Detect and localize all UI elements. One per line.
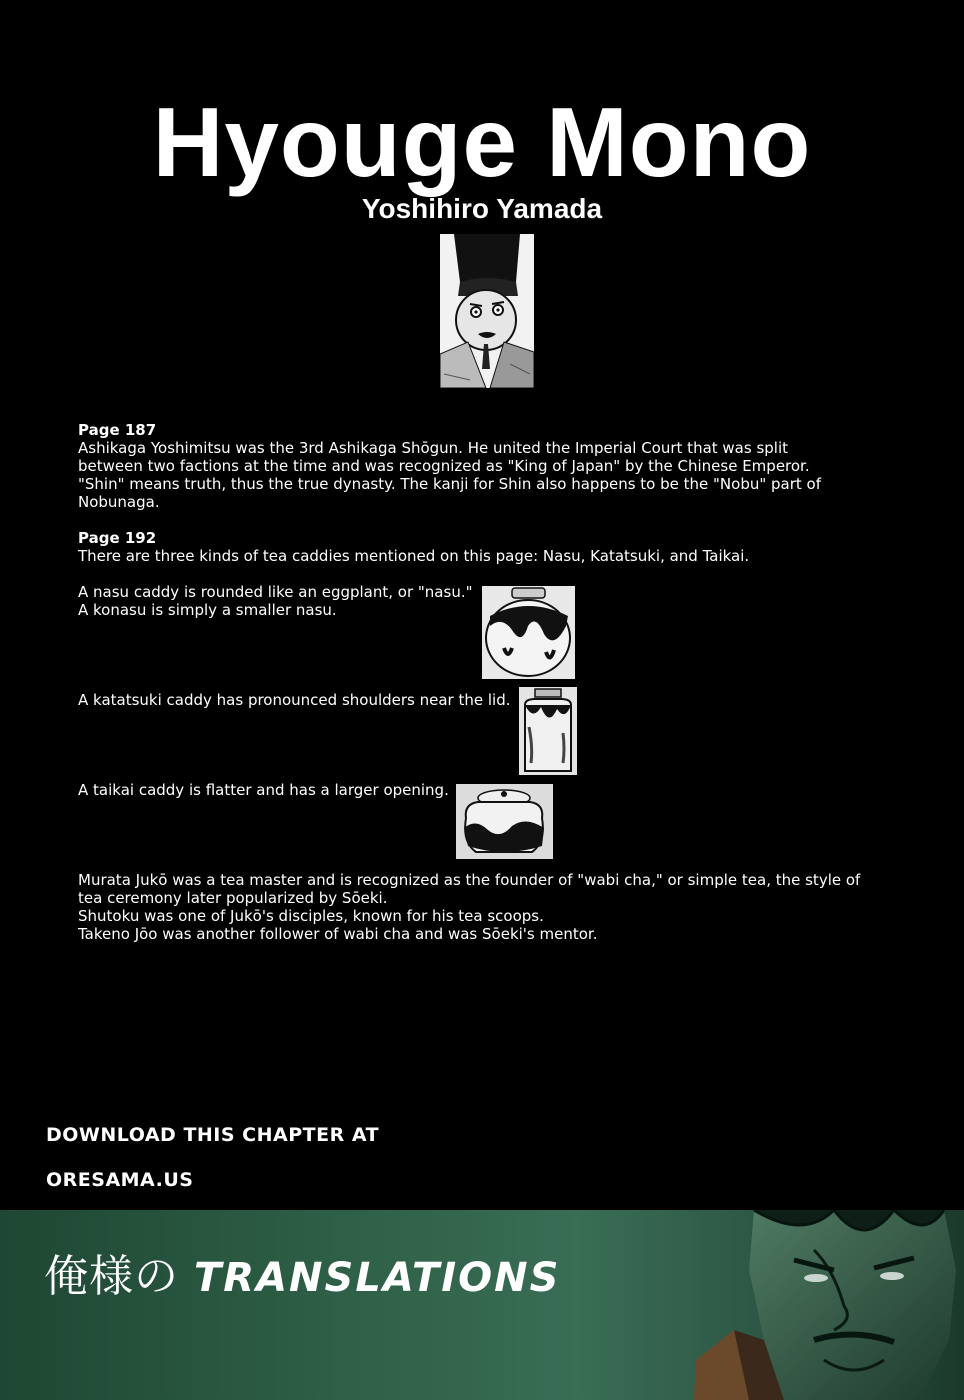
shogun-portrait-image — [440, 234, 534, 388]
note-line: Nobunaga. — [78, 493, 160, 511]
banner-latin: TRANSLATIONS — [194, 1255, 561, 1301]
character-face-image — [694, 1210, 964, 1400]
site-link[interactable]: ORESAMA.US — [46, 1169, 194, 1191]
note-line: Ashikaga Yoshimitsu was the 3rd Ashikaga Shōgun. He united the Imperial Court that was split — [78, 439, 789, 457]
note-line: Takeno Jōo was another follower of wabi cha and was Sōeki's mentor. — [78, 925, 598, 943]
nasu-caddy-image — [482, 586, 575, 679]
note-taikai: A taikai caddy is flatter and has a larger opening. — [78, 781, 449, 799]
note-heading-page-187: Page 187 — [78, 421, 157, 439]
banner-logo-text — [44, 1240, 560, 1304]
page-title: Hyouge Mono — [152, 87, 812, 197]
note-line: Murata Jukō was a tea master and is recognized as the founder of "wabi cha," or simple tea, the style of — [78, 871, 861, 889]
note-line: between two factions at the time and was recognized as "King of Japan" by the Chinese Emperor. — [78, 457, 810, 475]
note-line: "Shin" means truth, thus the true dynasty. The kanji for Shin also happens to be the "Nobu" part of — [78, 475, 821, 493]
scanlation-banner — [0, 1210, 964, 1400]
katatsuki-caddy-image — [519, 687, 577, 775]
note-katatsuki: A katatsuki caddy has pronounced shoulders near the lid. — [78, 691, 511, 709]
banner-kanji: 俺様の — [44, 1251, 179, 1302]
note-nasu: A nasu caddy is rounded like an eggplant, or "nasu." — [78, 583, 473, 601]
taikai-caddy-image — [456, 784, 553, 859]
note-line: tea ceremony later popularized by Sōeki. — [78, 889, 388, 907]
translation-notes — [78, 421, 878, 943]
note-line: There are three kinds of tea caddies mentioned on this page: Nasu, Katatsuki, and Taikai. — [78, 547, 750, 565]
note-heading-page-192: Page 192 — [78, 529, 157, 547]
note-line: Shutoku was one of Jukō's disciples, known for his tea scoops. — [78, 907, 544, 925]
note-konasu: A konasu is simply a smaller nasu. — [78, 601, 337, 619]
download-label: DOWNLOAD THIS CHAPTER AT — [46, 1124, 380, 1146]
author-name: Yoshihiro Yamada — [361, 193, 603, 224]
